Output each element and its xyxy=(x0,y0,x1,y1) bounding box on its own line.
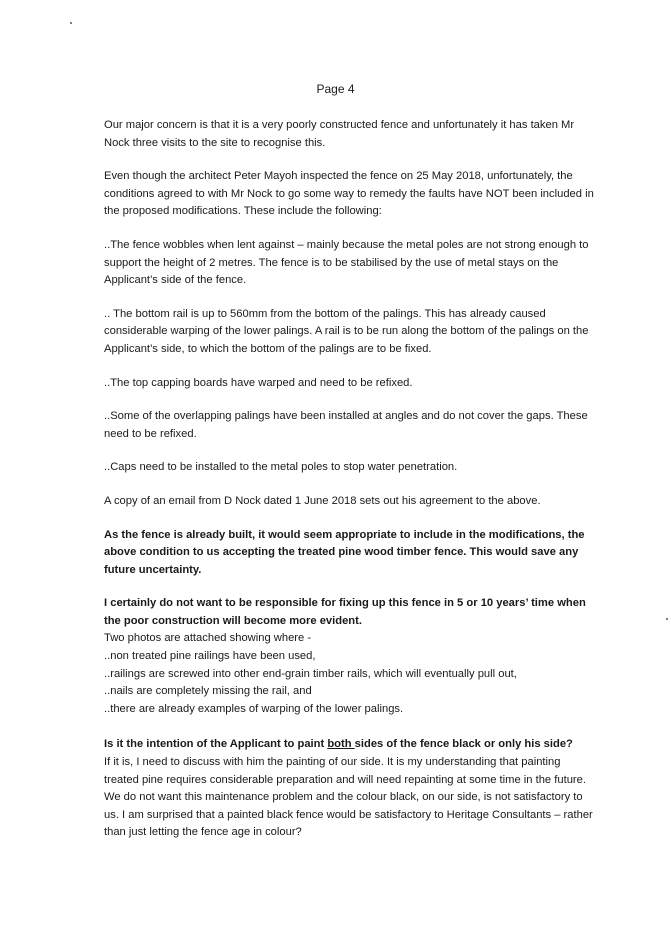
paragraph-concern: Our major concern is that it is a very poorly constructed fence and unfortunately it has taken Mr Nock three visits to the site to recognise this. xyxy=(104,119,575,149)
paragraph-pole-caps: ..Caps need to be installed to the metal poles to stop water penetration. xyxy=(104,461,458,474)
list-item: ..railings are screwed into other end-grain timber rails, which will eventually pull out, xyxy=(104,667,517,680)
scan-speck xyxy=(666,618,668,620)
photos-intro: Two photos are attached showing where - xyxy=(104,632,312,645)
scan-speck xyxy=(70,22,72,24)
paint-question-start: Is it the intention of the Applicant to paint xyxy=(104,738,328,751)
letter-body xyxy=(104,117,594,858)
paragraph-email-copy: A copy of an email from D Nock dated 1 June 2018 sets out his agreement to the above. xyxy=(104,494,541,507)
paragraph-capping-boards: ..The top capping boards have warped and need to be refixed. xyxy=(104,376,413,389)
list-item: ..non treated pine railings have been used, xyxy=(104,650,316,663)
paragraph-fence-wobbles: ..The fence wobbles when lent against – mainly because the metal poles are not strong enough to support the height of 2 metres. The fence is to be stabilised by the use of metal stays on the Applicant’s side of the fence. xyxy=(104,238,589,287)
paragraph-overlapping-palings: ..Some of the overlapping palings have been installed at angles and do not cover the gaps. These need to be refixed. xyxy=(104,410,588,440)
list-item: ..nails are completely missing the rail, and xyxy=(104,685,312,698)
page-number: Page 4 xyxy=(316,82,355,96)
list-item: ..there are already examples of warping of the lower palings. xyxy=(104,702,404,715)
paragraph-responsibility: I certainly do not want to be responsible for fixing up this fence in 5 or 10 years’ time when the poor construction will become more evident. xyxy=(104,597,586,627)
paragraph-architect-inspection: Even though the architect Peter Mayoh inspected the fence on 25 May 2018, unfortunately, the conditions agreed to with Mr Nock to go some way to remedy the faults have NOT been included in the proposed modifications. These include the following: xyxy=(104,170,594,218)
paragraph-modification-request: As the fence is already built, it would seem appropriate to include in the modifications, the above condition to us accepting the treated pine wood timber fence. This would save any future uncertainty. xyxy=(104,528,585,576)
paragraph-painting-concern: If it is, I need to discuss with him the painting of our side. It is my understanding that painting treated pine requires considerable preparation and will need repainting at some time in the future. We do not want this maintenance problem and the colour black, on our side, is not satisfactory to us. I am surprised that a painted black fence would be satisfactory to Heritage Consultants – rather than just letting the fence age in colour? xyxy=(104,756,593,839)
paint-question-end: sides of the fence black or only his side? xyxy=(354,738,573,751)
paint-question-underlined: both xyxy=(327,738,355,751)
paint-question xyxy=(104,736,594,754)
paragraph-bottom-rail: .. The bottom rail is up to 560mm from the bottom of the palings. This has already caused considerable warping of the lower palings. A rail is to be run along the bottom of the palings on the Applicant’s side, to which the bottom of the palings are to be fixed. xyxy=(104,307,589,355)
photo-points-list xyxy=(104,648,594,718)
